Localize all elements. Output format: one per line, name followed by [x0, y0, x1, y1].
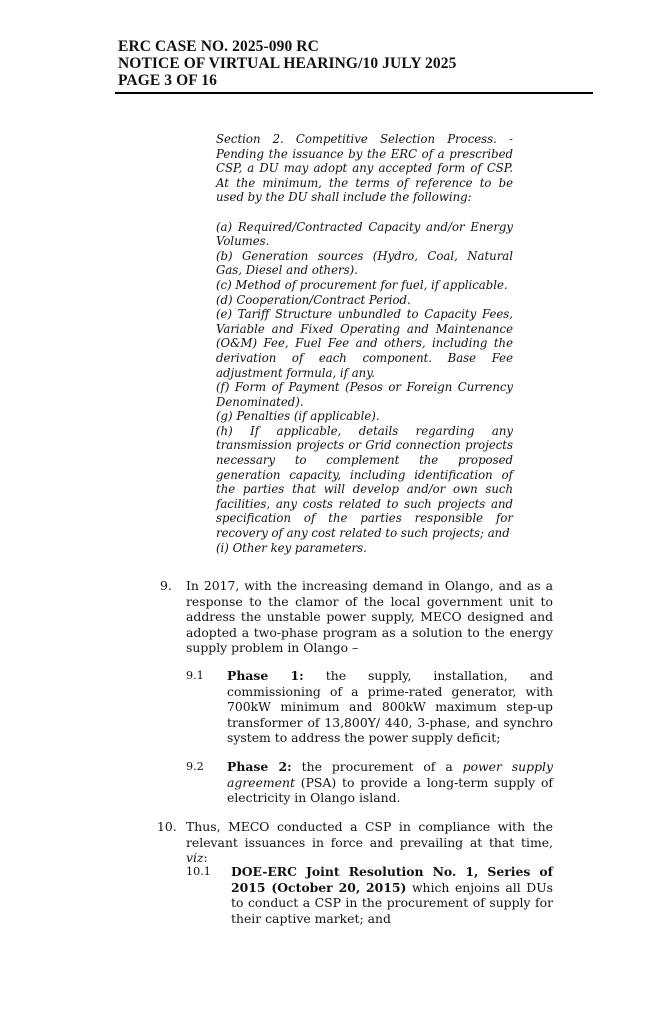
quote-item-e: (e) Tariff Structure unbundled to Capacity Fees, Variable and Fixed Operating and Maintenance (O&M) Fee, Fuel Fee and others, including the derivation of each component. Base Fee adjustment formula, if any.: [216, 307, 513, 380]
phase-2-label: Phase 2:: [227, 759, 292, 774]
quote-item-d: (d) Cooperation/Contract Period.: [216, 292, 411, 307]
phase-2-italic: power supply agreement: [227, 759, 553, 790]
para-9-text: In 2017, with the increasing demand in Olango, and as a response to the clamor of the local government unit to address the unstable power supply, MECO designed and adopted a two-phase program as a solution to the energy supply problem in Olango –: [186, 578, 553, 655]
quoted-section: [216, 132, 513, 555]
phase-2-body-b: (PSA) to provide a long-term supply of electricity in Olango island.: [227, 774, 553, 805]
para-10-number: 10.: [157, 819, 177, 834]
para-9-2-number: 9.2: [186, 760, 204, 773]
case-number: ERC CASE NO. 2025-090 RC: [118, 38, 319, 55]
quote-intro: Section 2. Competitive Selection Process. - Pending the issuance by the ERC of a prescribed CSP, a DU may adopt any accepted form of CSP. At the minimum, the terms of reference to be used by the DU shall include the following:: [216, 132, 513, 205]
page-number: PAGE 3 OF 16: [118, 72, 217, 89]
quote-item-a: (a) Required/Contracted Capacity and/or Energy Volumes.: [216, 219, 513, 249]
para-9-1-number: 9.1: [186, 669, 204, 682]
para-10-body-a: Thus, MECO conducted a CSP in compliance with the relevant issuances in force and prevailing at that time,: [186, 819, 553, 850]
header-rule: [115, 92, 593, 94]
quote-item-c: (c) Method of procurement for fuel, if applicable.: [216, 277, 508, 292]
phase-1-body: the supply, installation, and commissioning of a prime-rated generator, with 700kW minimum and 800kW maximum step-up transformer of 13,800Y/ 440, 3-phase, and synchro system to address the power supply deficit;: [227, 668, 553, 745]
phase-1-label: Phase 1:: [227, 668, 304, 683]
para-10-text: [186, 819, 553, 866]
notice-title: NOTICE OF VIRTUAL HEARING/10 JULY 2025: [118, 55, 457, 72]
para-9-2-text: [227, 759, 553, 806]
quote-item-f: (f) Form of Payment (Pesos or Foreign Currency Denominated).: [216, 380, 513, 409]
phase-2-body-a: the procurement of a: [291, 759, 463, 774]
quote-spacer: [216, 205, 513, 220]
para-9-number: 9.: [160, 578, 172, 593]
para-9-1-text: [227, 668, 553, 746]
quote-item-h: (h) If applicable, details regarding any transmission projects or Grid connection projects necessary to complement the proposed generation capacity, including identification of the parties that will develop and/or own such facilities, any costs related to such projects and specification of the parties responsible for recovery of any cost related to such projects; and: [216, 423, 513, 541]
quote-item-g: (g) Penalties (if applicable).: [216, 409, 380, 424]
para-10-1-body: which enjoins all DUs to conduct a CSP in the procurement of supply for their captive market; and: [231, 879, 553, 926]
joint-resolution-label: DOE-ERC Joint Resolution No. 1, Series of 2015 (October 20, 2015): [231, 864, 553, 895]
para-10-1-number: 10.1: [186, 865, 211, 878]
para-10-viz: viz: [186, 850, 204, 865]
para-10-1-text: [231, 864, 553, 926]
para-10-body-b: :: [203, 850, 208, 865]
quote-item-i: (i) Other key parameters.: [216, 540, 367, 555]
quote-item-b: (b) Generation sources (Hydro, Coal, Natural Gas, Diesel and others).: [216, 248, 513, 278]
page-header: [118, 38, 598, 89]
